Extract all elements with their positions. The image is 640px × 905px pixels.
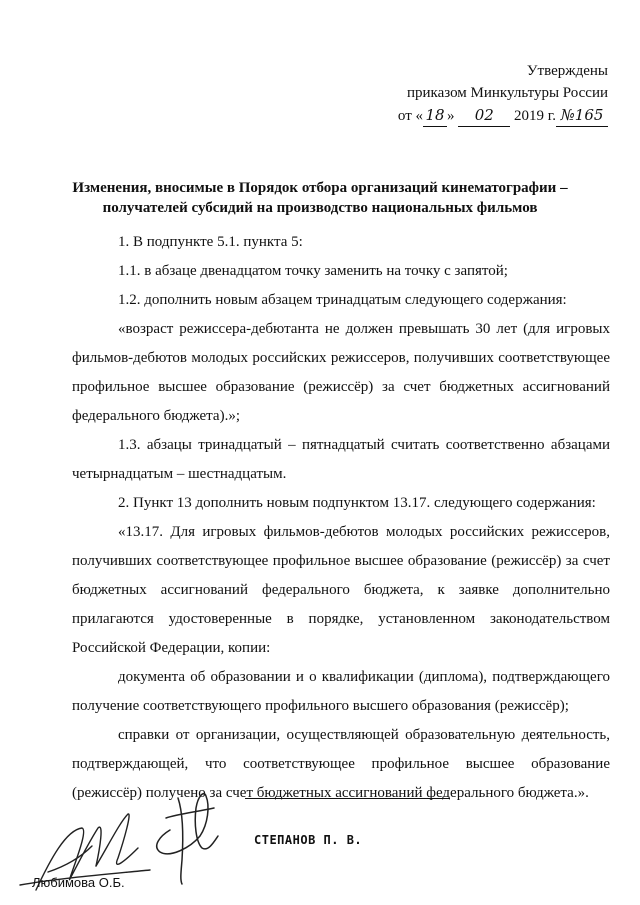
paragraph: 1. В подпункте 5.1. пункта 5: [118,234,303,250]
approval-date-line [398,104,608,127]
paragraph: справки от организации, осуществляющей образовательную деятельность, подтверждающей, что соответствующее профильное высшее образование (режиссёр) получено за счет бюджетных ассигнований федерального бюджета.». [72,727,610,801]
date-mid: » [447,108,455,124]
executor-name: Любимова О.Б. [32,875,125,890]
order-number: №165 [556,104,608,127]
date-month: 02 [458,104,510,127]
paragraph: 2. Пункт 13 дополнить новым подпунктом 13.17. следующего содержания: [118,495,596,511]
paragraph: «13.17. Для игровых фильмов-дебютов молодых российских режиссеров, получивших соответствующее профильное высшее образование (режиссёр) за счет бюджетных ассигнований федерального бюджета, к заявке дополнительно прилагаются удостоверенные в порядке, установленном законодательством Российской Федерации, копии: [72,524,610,656]
paragraph: «возраст режиссера-дебютанта не должен превышать 30 лет (для игровых фильмов-дебютов молодых российских режиссеров, получивших соответствующее профильное высшее образование (режиссёр) за счет бюджетных ассигнований федерального бюджета).»; [72,321,610,424]
title-line-2: получателей субсидий на производство национальных фильмов [102,200,538,216]
paragraph: 1.1. в абзаце двенадцатом точку заменить на точку с запятой; [118,263,508,279]
signer-name: СТЕПАНОВ П. В. [254,833,363,847]
approval-line-2: приказом Минкультуры России [406,85,608,101]
signature-line [245,798,450,799]
document-body [72,228,610,808]
title-line-1: Изменения, вносимые в Порядок отбора организаций кинематографии – [72,180,568,196]
date-day: 18 [423,104,447,127]
paragraph: 1.2. дополнить новым абзацем тринадцатым следующего содержания: [118,292,567,308]
paragraph: документа об образовании и о квалификации (диплома), подтверждающего получение соответствующего профильного высшего образования (режиссёр); [72,669,610,714]
date-year: 2019 г. [514,108,556,124]
date-prefix: от « [397,108,424,124]
approval-line-1: Утверждены [526,63,608,79]
document-title [70,178,570,218]
paragraph: 1.3. абзацы тринадцатый – пятнадцатый считать соответственно абзацами четырнадцатым – шестнадцатым. [72,437,610,482]
approval-stamp [398,60,608,127]
